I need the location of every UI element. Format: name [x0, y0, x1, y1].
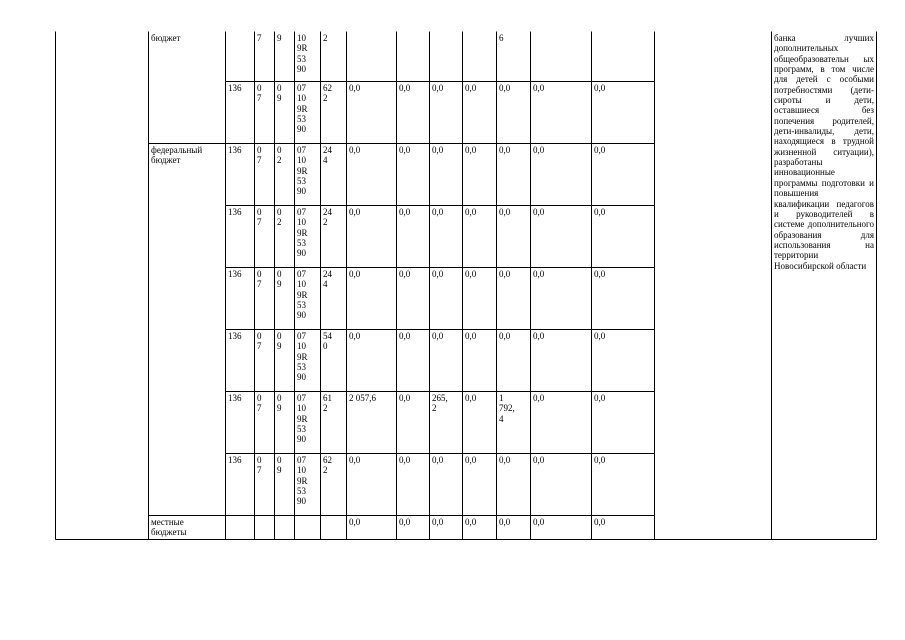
funding-source-cell: федеральный бюджет: [151, 145, 203, 166]
amount-cell: 0,0: [533, 269, 545, 279]
amount-cell: [432, 33, 461, 80]
amount-cell: 0,0: [594, 83, 606, 93]
amount-cell: 0,0: [594, 517, 606, 527]
amount-cell: 0,0: [349, 517, 361, 527]
amount-cell: 0,0: [399, 269, 411, 279]
amount-cell: [533, 33, 590, 80]
amount-cell: 0,0: [432, 517, 444, 527]
code-cell-pr: 0 9: [277, 269, 282, 290]
amount-cell: 0,0: [465, 83, 477, 93]
code-cell-grbs: 136: [228, 455, 242, 465]
amount-cell: 0,0: [533, 517, 545, 527]
code-cell-rz: [257, 517, 273, 538]
amount-cell: 0,0: [399, 517, 411, 527]
amount-cell: [399, 33, 428, 80]
code-cell-pr: 9: [277, 33, 282, 43]
amount-cell: 0,0: [594, 269, 606, 279]
expected-result-text: банка лучших дополнительных общеобразовательн ых программ, в том числе для детей с особыми потребностями (дети-сироты и дети, оставшиеся без попечения родителей, дети-инвалиды, дети, находящиеся в трудной жизненной ситуации), разработаны инновационные программы подготовки и повышения квалификации педагогов и руководителей в системе дополнительного образования для использования на территории Новосибирской области: [774, 33, 874, 271]
amount-cell: 0,0: [499, 455, 511, 465]
code-cell-rz: 0 7: [257, 269, 262, 290]
amount-cell: 0,0: [399, 393, 411, 403]
amount-cell: 0,0: [432, 207, 444, 217]
amount-cell: [465, 33, 495, 80]
code-cell-vr: 61 2: [323, 393, 332, 414]
amount-cell: 0,0: [399, 331, 411, 341]
code-cell-rz: 0 7: [257, 145, 262, 166]
code-cell-vr: 24 4: [323, 269, 332, 290]
code-cell-csr: 10 9R 53 90: [297, 33, 308, 74]
code-cell-grbs: 136: [228, 393, 242, 403]
amount-cell: 0,0: [349, 145, 361, 155]
amount-cell: 0,0: [349, 83, 361, 93]
amount-cell: 0,0: [499, 83, 511, 93]
code-cell-pr: 0 9: [277, 393, 282, 414]
amount-cell: 0,0: [499, 517, 511, 527]
code-cell-rz: 0 7: [257, 207, 262, 228]
code-cell-csr: 07 10 9R 53 90: [297, 269, 308, 321]
code-cell-csr: 07 10 9R 53 90: [297, 331, 308, 383]
code-cell-pr: 0 9: [277, 331, 282, 352]
amount-cell: 0,0: [465, 145, 477, 155]
amount-cell: 0,0: [465, 517, 477, 527]
amount-cell: 265, 2: [432, 393, 448, 414]
code-cell-rz: 0 7: [257, 455, 262, 476]
code-cell-grbs: 136: [228, 83, 242, 93]
code-cell-csr: 07 10 9R 53 90: [297, 145, 308, 197]
code-cell-csr: [297, 517, 319, 538]
amount-cell: 0,0: [594, 331, 606, 341]
amount-cell: 0,0: [349, 331, 361, 341]
funding-source-cell: бюджет: [151, 33, 181, 43]
amount-cell: 1 792, 4: [499, 393, 515, 424]
amount-cell: 0,0: [533, 207, 545, 217]
amount-cell: 0,0: [465, 207, 477, 217]
amount-cell: 0,0: [594, 455, 606, 465]
amount-cell: 0,0: [499, 207, 511, 217]
code-cell-vr: 62 2: [323, 83, 332, 104]
code-cell-csr: 07 10 9R 53 90: [297, 207, 308, 259]
amount-cell: [349, 33, 395, 80]
amount-cell: 0,0: [432, 269, 444, 279]
code-cell-csr: 07 10 9R 53 90: [297, 393, 308, 445]
amount-cell: 0,0: [594, 393, 606, 403]
amount-cell: 0,0: [594, 145, 606, 155]
code-cell-vr: 24 4: [323, 145, 332, 166]
code-cell-vr: 62 2: [323, 455, 332, 476]
code-cell-pr: 0 9: [277, 83, 282, 104]
amount-cell: 0,0: [594, 207, 606, 217]
amount-cell: 0,0: [399, 207, 411, 217]
code-cell-vr: 24 2: [323, 207, 332, 228]
amount-cell: 0,0: [432, 455, 444, 465]
code-cell-rz: 0 7: [257, 83, 262, 104]
amount-cell: 0,0: [499, 269, 511, 279]
code-cell-vr: 54 0: [323, 331, 332, 352]
funding-source-cell: местные бюджеты: [151, 517, 187, 538]
code-cell-grbs: [228, 33, 253, 80]
amount-cell: 0,0: [533, 455, 545, 465]
code-cell-grbs: 136: [228, 331, 242, 341]
code-cell-pr: 0 2: [277, 207, 282, 228]
amount-cell: 0,0: [432, 145, 444, 155]
amount-cell: 0,0: [399, 145, 411, 155]
amount-cell: 0,0: [499, 331, 511, 341]
code-cell-grbs: 136: [228, 145, 242, 155]
code-cell-csr: 07 10 9R 53 90: [297, 83, 308, 135]
amount-cell: 0,0: [465, 455, 477, 465]
amount-cell: 2 057,6: [349, 393, 376, 403]
code-cell-rz: 0 7: [257, 331, 262, 352]
amount-cell: 0,0: [533, 393, 545, 403]
amount-cell: 0,0: [349, 455, 361, 465]
code-cell-rz: 0 7: [257, 393, 262, 414]
code-cell-pr: 0 2: [277, 145, 282, 166]
amount-cell: 0,0: [349, 207, 361, 217]
amount-cell: [594, 33, 653, 80]
code-cell-grbs: 136: [228, 207, 242, 217]
code-cell-vr: 2: [323, 33, 328, 43]
code-cell-vr: [323, 517, 345, 538]
code-cell-csr: 07 10 9R 53 90: [297, 455, 308, 507]
code-cell-pr: [277, 517, 293, 538]
amount-cell: 0,0: [465, 393, 477, 403]
amount-cell: 0,0: [432, 83, 444, 93]
amount-cell: 0,0: [533, 331, 545, 341]
code-cell-grbs: [228, 517, 253, 538]
amount-cell: 0,0: [533, 145, 545, 155]
code-cell-rz: 7: [257, 33, 262, 43]
code-cell-grbs: 136: [228, 269, 242, 279]
amount-cell: 6: [499, 33, 504, 43]
code-cell-pr: 0 9: [277, 455, 282, 476]
amount-cell: 0,0: [465, 331, 477, 341]
amount-cell: 0,0: [465, 269, 477, 279]
amount-cell: 0,0: [432, 331, 444, 341]
amount-cell: 0,0: [399, 83, 411, 93]
amount-cell: 0,0: [533, 83, 545, 93]
amount-cell: 0,0: [499, 145, 511, 155]
amount-cell: 0,0: [399, 455, 411, 465]
amount-cell: 0,0: [349, 269, 361, 279]
